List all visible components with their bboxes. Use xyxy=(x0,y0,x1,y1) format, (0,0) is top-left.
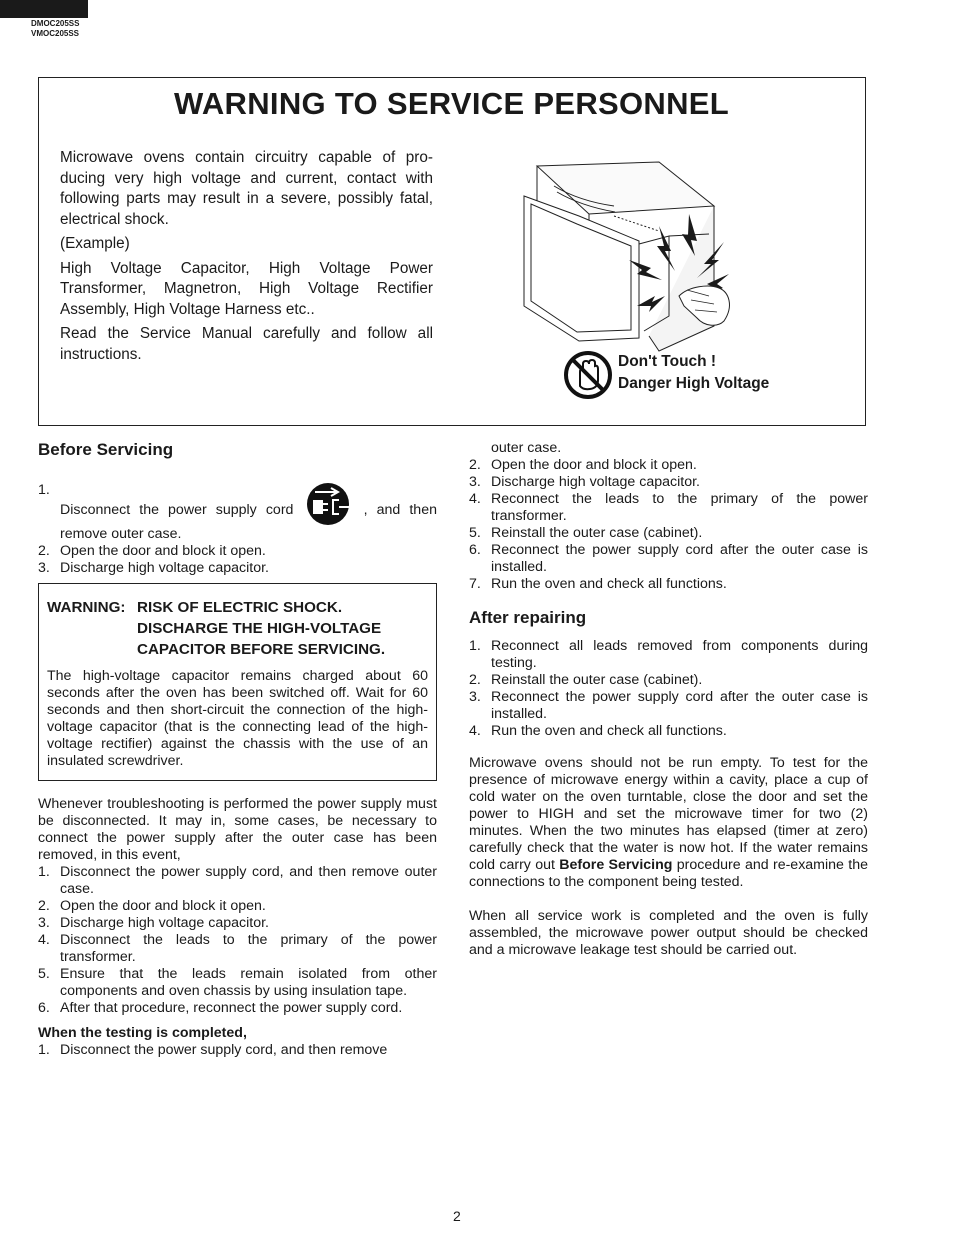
list-item: 3. Reconnect the power supply cord after the outer case is installed. xyxy=(469,689,868,722)
after-repairing-list xyxy=(469,638,868,740)
warning-title: WARNING TO SERVICE PERSONNEL xyxy=(174,86,730,121)
list-item-text: Reinstall the outer case (cabinet). xyxy=(491,672,703,688)
list-item-text: Open the door and block it open. xyxy=(60,898,266,914)
warning-paragraph: High Voltage Capacitor, High Voltage Power Transformer, Magnetron, High Voltage Rectifier Assembly, High Voltage Harness etc.. xyxy=(60,259,433,318)
list-item: 2. Open the door and block it open. xyxy=(469,457,697,473)
list-item xyxy=(469,440,868,457)
list-item-text: outer case. xyxy=(491,440,562,456)
list-item-text: , and then remove outer case. xyxy=(60,502,437,542)
header-bar xyxy=(0,0,88,18)
list-item-text: Ensure that the leads remain isolated from other components and oven chassis by using insulation tape. xyxy=(60,966,437,999)
warning-line: RISK OF ELECTRIC SHOCK. xyxy=(137,599,343,616)
list-item-text: Open the door and block it open. xyxy=(491,457,697,473)
list-item-text: Run the oven and check all functions. xyxy=(491,723,727,739)
capacitor-warning-box xyxy=(38,583,437,781)
microwave-test-note xyxy=(469,755,868,891)
list-item-text: Disconnect the power supply cord, and then remove xyxy=(60,1042,388,1058)
list-item: 1. Disconnect the power supply cord , and then remove outer case. xyxy=(38,482,437,542)
list-item: 1. Disconnect the power supply cord, and then remove outer case. xyxy=(38,864,437,897)
list-item: 3. Discharge high voltage capacitor. xyxy=(469,474,700,490)
list-item: 4. Reconnect the leads to the primary of the power transformer. xyxy=(469,491,868,524)
list-item: 6. Reconnect the power supply cord after the outer case is installed. xyxy=(469,542,868,575)
list-item-text: Open the door and block it open. xyxy=(60,543,266,559)
after-repairing-heading: After repairing xyxy=(469,608,587,627)
list-item: 3. Discharge high voltage capacitor. xyxy=(38,915,269,931)
no-touch-icon xyxy=(563,350,613,400)
warning-caption xyxy=(618,351,769,395)
note-text: Microwave ovens should not be run empty. To test for the presence of microwave energy within a cavity, place a cup of cold water on the oven turntable, close the door and set the power to HIGH and set the microwave timer for two (2) minutes. When the two minutes has elapsed (timer at zero) carefully check that the water is now hot. If the water remains cold carry out xyxy=(469,755,868,873)
testing-completed-list xyxy=(38,1042,437,1059)
troubleshooting-list xyxy=(38,864,437,1017)
capacitor-warning-heading xyxy=(47,597,428,660)
list-item: 2. Open the door and block it open. xyxy=(38,898,266,914)
list-item: 2. Open the door and block it open. xyxy=(38,543,266,559)
testing-completed-list-cont xyxy=(469,440,868,593)
left-column xyxy=(38,440,437,1059)
capacitor-warning-body: The high-voltage capacitor remains charged about 60 seconds after the oven has been switched off. Wait for 60 seconds and then short-circuit the connection of the high-voltage capacitor (that is the connecting lead of the high-voltage rectifier) against the chassis with the use of an insulated screwdriver. xyxy=(47,668,428,769)
list-item: 4. Run the oven and check all functions. xyxy=(469,723,727,739)
troubleshooting-intro: Whenever troubleshooting is performed the power supply must be disconnected. It may in, some cases, be necessary to connect the power supply after the outer case has been removed, in this event, xyxy=(38,796,437,863)
testing-completed-heading: When the testing is completed, xyxy=(38,1025,247,1041)
right-column xyxy=(469,440,868,959)
list-item-text: After that procedure, reconnect the power supply cord. xyxy=(60,1000,403,1016)
model-number: DMOC205SS xyxy=(31,19,80,28)
warning-label: WARNING: xyxy=(47,599,126,616)
note-emphasis: Before Servicing xyxy=(559,857,673,873)
list-item: 5. Reinstall the outer case (cabinet). xyxy=(469,525,703,541)
microwave-illustration xyxy=(519,156,759,356)
list-item-text: Reinstall the outer case (cabinet). xyxy=(491,525,703,541)
final-service-note: When all service work is completed and the oven is fully assembled, the microwave power output should be checked and a microwave leakage test should be carried out. xyxy=(469,908,868,958)
list-item-text: Disconnect the power supply cord, and then remove outer case. xyxy=(60,864,437,897)
list-item: 4. Disconnect the leads to the primary of the power transformer. xyxy=(38,932,437,965)
warning-paragraph: Microwave ovens contain circuitry capable of pro-ducing very high voltage and current, contact with following parts may result in a severe, possibly fatal, electrical shock. xyxy=(60,149,433,228)
list-item-text: Discharge high voltage capacitor. xyxy=(491,474,700,490)
before-servicing-list xyxy=(38,482,437,577)
page-number: 2 xyxy=(453,1208,461,1224)
list-item-text: Reconnect the power supply cord after the outer case is installed. xyxy=(491,689,868,722)
unplug-icon xyxy=(305,482,353,526)
list-item-text: Reconnect all leads removed from components during testing. xyxy=(491,638,868,671)
caption-line: Don't Touch ! xyxy=(618,353,717,370)
warning-text xyxy=(60,148,433,369)
note-text: procedure and re-examine the connections to the component being tested. xyxy=(469,857,868,890)
list-item: 3. Discharge high voltage capacitor. xyxy=(38,560,269,576)
list-item: 7. Run the oven and check all functions. xyxy=(469,576,727,592)
caption-line: Danger High Voltage xyxy=(618,375,770,392)
list-item: 1. Disconnect the power supply cord, and then remove xyxy=(38,1042,388,1058)
list-item: 5. Ensure that the leads remain isolated from other components and oven chassis by using insulation tape. xyxy=(38,966,437,999)
list-item-text: Disconnect the leads to the primary of the power transformer. xyxy=(60,932,437,965)
list-item-text: Discharge high voltage capacitor. xyxy=(60,560,269,576)
warning-box xyxy=(38,77,866,426)
warning-paragraph: Read the Service Manual carefully and follow all instructions. xyxy=(60,325,433,363)
warning-line: DISCHARGE THE HIGH-VOLTAGE xyxy=(137,620,382,637)
warning-paragraph: (Example) xyxy=(60,235,130,252)
list-item: 1. Reconnect all leads removed from components during testing. xyxy=(469,638,868,671)
list-item-text: Reconnect the power supply cord after the outer case is installed. xyxy=(491,542,868,575)
list-item-text: Disconnect the power supply cord xyxy=(60,502,294,518)
before-servicing-heading: Before Servicing xyxy=(38,440,174,459)
list-item-text: Discharge high voltage capacitor. xyxy=(60,915,269,931)
list-item-text: Run the oven and check all functions. xyxy=(491,576,727,592)
warning-line: CAPACITOR BEFORE SERVICING. xyxy=(137,641,386,658)
model-number: VMOC205SS xyxy=(31,29,80,38)
list-item: 6. After that procedure, reconnect the power supply cord. xyxy=(38,1000,403,1016)
list-item: 2. Reinstall the outer case (cabinet). xyxy=(469,672,703,688)
list-item-text: Reconnect the leads to the primary of the power transformer. xyxy=(491,491,868,524)
